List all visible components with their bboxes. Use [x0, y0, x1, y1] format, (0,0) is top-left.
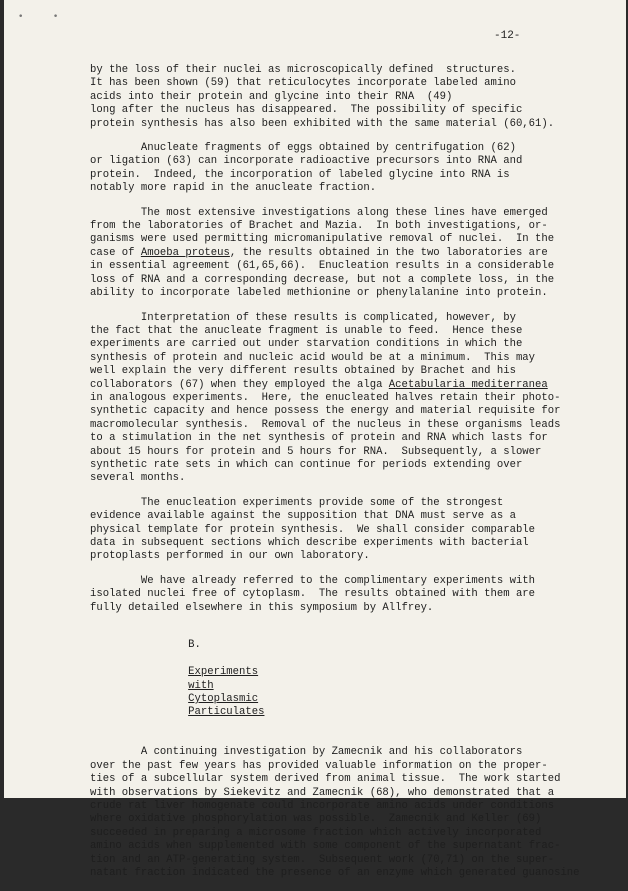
text-line: natant fraction indicated the presence of an enzyme which generated guanosine [90, 866, 580, 879]
text-line: We have already referred to the complimentary experiments with [90, 574, 536, 587]
section-heading [150, 626, 520, 733]
text-line: long after the nucleus has disappeared. The possibility of specific [90, 104, 523, 117]
text-fragment: collaborators (67) when they employed the alga [90, 378, 389, 391]
text-line: by the loss of their nuclei as microscopically defined structures. [90, 64, 516, 76]
text-line: from the laboratories of Brachet and Mazia. In both investigations, or- [90, 220, 548, 233]
text-line: amino acids when supplemented with some component of the supernatant frac- [90, 840, 561, 853]
section-heading-word: Experiments [188, 666, 259, 679]
section-heading-word: Cytoplasmic [188, 693, 259, 706]
text-line: synthesis of protein and nucleic acid would be at a minimum. This may [90, 351, 536, 364]
text-line: ties of a subcellular system derived from animal tissue. The work started [90, 773, 561, 786]
text-line: crude rat liver homogenate could incorporate amino acids under conditions [90, 799, 555, 812]
text-line: The most extensive investigations along these lines have emerged [90, 206, 548, 219]
text-line: Interpretation of these results is complicated, however, by [90, 311, 516, 324]
section-heading-word: Particulates [188, 706, 265, 719]
text-line: several months. [90, 472, 186, 485]
text-line: physical template for protein synthesis. We shall consider comparable [90, 523, 536, 536]
text-line: synthetic rate sets in which can continue for periods extending over [90, 458, 523, 471]
text-line: synthetic capacity and hence possess the energy and material requisite for [90, 405, 561, 418]
text-line: or ligation (63) can incorporate radioactive precursors into RNA and [90, 155, 523, 168]
paragraph-7 [90, 746, 580, 880]
text-line: in analogous experiments. Here, the enucleated halves retain their photo- [90, 391, 561, 404]
text-line: A continuing investigation by Zamecnik and his collaborators [90, 746, 523, 759]
text-line: about 15 hours for protein and 5 hours for RNA. Subsequently, a slower [90, 445, 542, 458]
text-fragment: , the results obtained in the two laboratories are [229, 246, 548, 259]
text-line: data in subsequent sections which describe experiments with bacterial [90, 537, 529, 549]
species-name: Acetabularia mediterranea [388, 378, 548, 391]
text-line: Anucleate fragments of eggs obtained by centrifugation (62) [90, 142, 516, 155]
text-line: loss of RNA and a corresponding decrease, but not a complete loss, in the [90, 273, 555, 286]
text-line: protein. Indeed, the incorporation of labeled glycine into RNA is [90, 168, 510, 181]
species-name: Amoeba proteus [140, 246, 230, 259]
text-line [90, 378, 548, 392]
page-number: -12- [494, 30, 521, 42]
text-line: experiments are carried out under starvation conditions in which the [90, 338, 523, 351]
document-page [4, 0, 626, 879]
text-line [90, 246, 548, 260]
text-line: fully detailed elsewhere in this symposium by Allfrey. [90, 601, 434, 614]
paragraph-4 [90, 311, 561, 486]
text-line: to a stimulation in the net synthesis of protein and RNA which lasts for [90, 432, 548, 445]
paragraph-1 [90, 64, 555, 131]
paragraph-6 [90, 574, 536, 615]
text-line: where oxidative phosphorylation was possible. Zamecnik and Keller (69) [90, 813, 542, 826]
body-text [90, 64, 580, 891]
paragraph-2 [90, 142, 523, 196]
paragraph-5 [90, 496, 536, 564]
text-line: ganisms were used permitting micromanipulative removal of nuclei. In the [90, 233, 555, 246]
corner-marks: • • [18, 12, 71, 22]
text-line: in essential agreement (61,65,66). Enucleation results in a considerable [90, 260, 555, 273]
text-line: over the past few years has provided valuable information on the proper- [90, 759, 548, 772]
text-line: tion and an ATP-generating system. Subsequent work (70,71) on the super- [90, 853, 555, 866]
text-line: with observations by Siekevitz and Zamecnik (68), who demonstrated that a [90, 786, 555, 799]
text-fragment: case of [90, 246, 141, 259]
text-line: macromolecular synthesis. Removal of the nucleus in these organisms leads [90, 418, 561, 431]
text-line: It has been shown (59) that reticulocytes incorporate labeled amino [90, 77, 516, 90]
text-line: the fact that the anucleate fragment is unable to feed. Hence these [90, 324, 523, 337]
text-line: isolated nuclei free of cytoplasm. The results obtained with them are [90, 588, 536, 601]
text-line: well explain the very different results obtained by Brachet and his [90, 365, 516, 378]
text-line: evidence available against the supposition that DNA must serve as a [90, 510, 516, 523]
section-letter: B. [188, 639, 201, 652]
text-line: succeeded in preparing a microsome fraction which actively incorporated [90, 826, 542, 839]
paragraph-3 [90, 206, 555, 301]
text-line: acids into their protein and glycine into their RNA (49) [90, 90, 453, 103]
text-line: The enucleation experiments provide some of the strongest [90, 496, 504, 509]
text-line: ability to incorporate labeled methionine or phenylalanine into protein. [90, 287, 548, 300]
text-line: protoplasts performed in our own laboratory. [90, 550, 370, 563]
section-heading-word: with [188, 679, 214, 692]
text-line: notably more rapid in the anucleate fraction. [90, 182, 377, 195]
text-line: protein synthesis has also been exhibited with the same material (60,61). [90, 117, 555, 130]
